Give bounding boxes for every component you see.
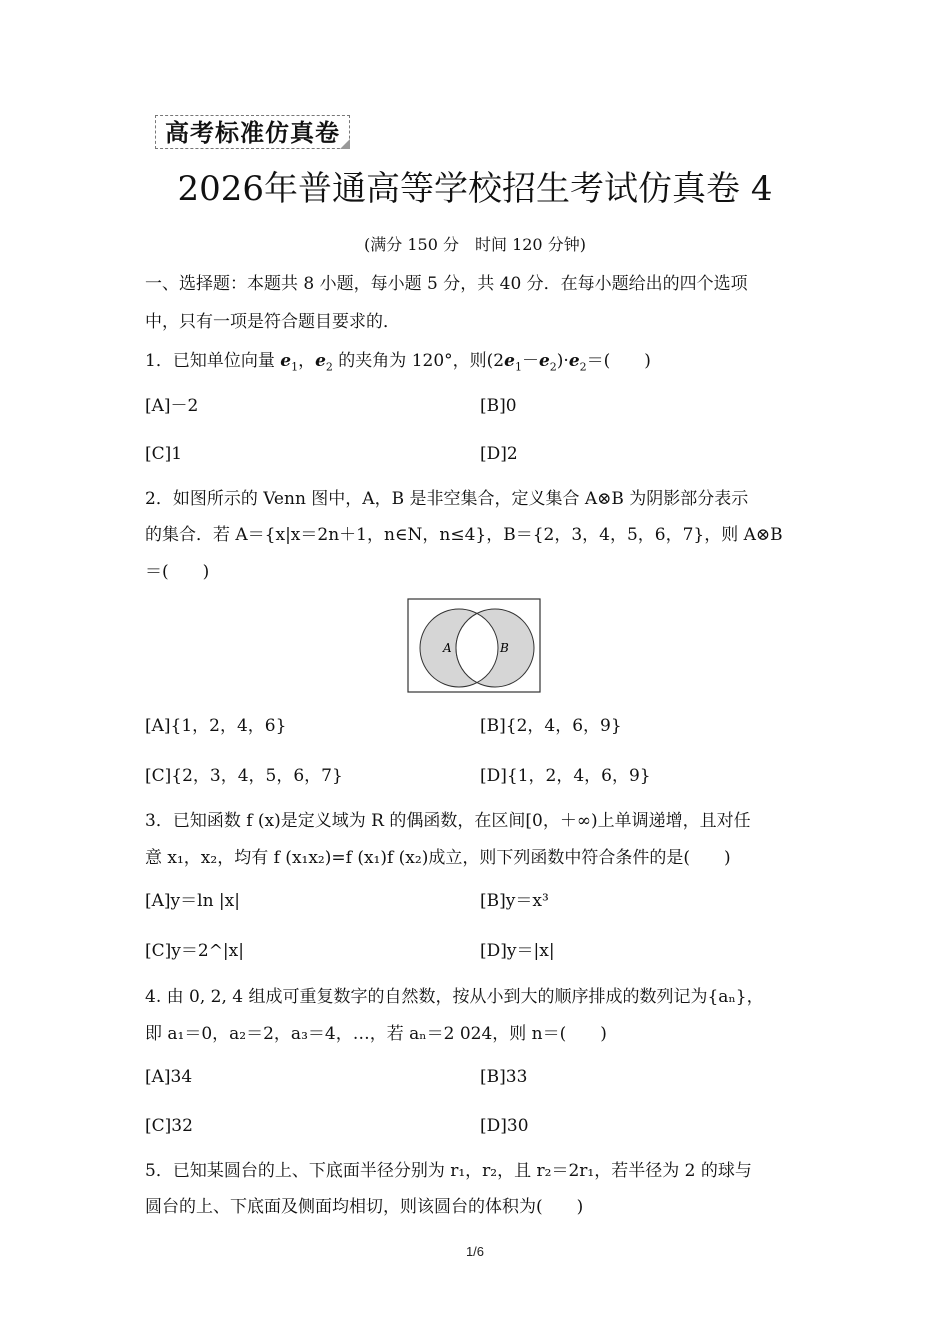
q4-option-b[interactable]: [B]33 <box>480 1067 528 1087</box>
q3-option-c[interactable]: [C]y＝2^|x| <box>145 941 244 961</box>
q4-option-c[interactable]: [C]32 <box>145 1116 193 1136</box>
page-title: 2026年普通高等学校招生考试仿真卷 4 <box>177 169 773 209</box>
page-number: 1/6 <box>465 1244 485 1259</box>
q1-stem-a: 1．已知单位向量 <box>145 351 281 371</box>
q5-stem-line1: 5．已知某圆台的上、下底面半径分别为 r₁，r₂，且 r₂＝2r₁，若半径为 2 的球与 <box>145 1161 752 1181</box>
q1-stem: 1．已知单位向量 $e_1$，$e_2$ 的夹角为 120°，则$(2e_1-e_2)\cdot e_2=$( ) <box>145 351 651 374</box>
venn-label-b: B <box>500 641 509 655</box>
q3-stem-line1: 3．已知函数 f (x)是定义域为 R 的偶函数，在区间[0，＋∞)上单调递增，且对任 <box>145 811 751 831</box>
q4-option-d[interactable]: [D]30 <box>480 1116 529 1136</box>
venn-label-a: A <box>443 641 452 655</box>
q2-stem-line2: 的集合．若 A＝{x|x＝2n＋1，n∈N，n≤4}，B＝{2，3，4，5，6，7}，则 A⊗B <box>145 525 783 545</box>
section-heading: 一、选择题：本题共 8 小题，每小题 5 分，共 40 分．在每小题给出的四个选项 <box>145 274 748 294</box>
q3-option-a[interactable]: [A]y＝ln |x| <box>145 891 240 911</box>
venn-diagram <box>407 598 541 694</box>
q2-stem-line3: ＝( ) <box>145 562 210 582</box>
section-badge: 高考标准仿真卷 <box>155 115 350 149</box>
q5-stem-line2: 圆台的上、下底面及侧面均相切，则该圆台的体积为( ) <box>145 1197 584 1217</box>
q1-option-d[interactable]: [D]2 <box>480 444 518 464</box>
q1-stem-b: 的夹角为 120°，则(2 <box>338 351 505 371</box>
q4-stem-line2: 即 a₁＝0，a₂＝2，a₃＝4，…，若 aₙ＝2 024，则 n＝( ) <box>145 1024 607 1044</box>
q3-option-d[interactable]: [D]y＝|x| <box>480 941 555 961</box>
q3-option-b[interactable]: [B]y＝x³ <box>480 891 549 911</box>
q3-stem-line2: 意 x₁，x₂，均有 f (x₁x₂)=f (x₁)f (x₂)成立，则下列函数中符合条件的是( ) <box>145 848 731 868</box>
q2-option-b[interactable]: [B]{2，4，6，9} <box>480 716 622 736</box>
q2-stem-line1: 2．如图所示的 Venn 图中，A，B 是非空集合，定义集合 A⊗B 为阴影部分表示 <box>145 489 749 509</box>
q1-option-b[interactable]: [B]0 <box>480 396 517 416</box>
q2-option-a[interactable]: [A]{1，2，4，6} <box>145 716 287 736</box>
q4-option-a[interactable]: [A]34 <box>145 1067 193 1087</box>
section-heading-cont: 中，只有一项是符合题目要求的． <box>145 312 400 332</box>
q2-option-d[interactable]: [D]{1，2，4，6，9} <box>480 766 651 786</box>
q4-stem-line1: 4. 由 0, 2, 4 组成可重复数字的自然数，按从小到大的顺序排成的数列记为{aₙ}， <box>145 987 764 1007</box>
exam-meta: (满分 150 分 时间 120 分钟) <box>364 235 586 254</box>
q2-option-c[interactable]: [C]{2，3，4，5，6，7} <box>145 766 343 786</box>
q1-option-a[interactable]: [A]－2 <box>145 396 199 416</box>
q1-option-c[interactable]: [C]1 <box>145 444 183 464</box>
